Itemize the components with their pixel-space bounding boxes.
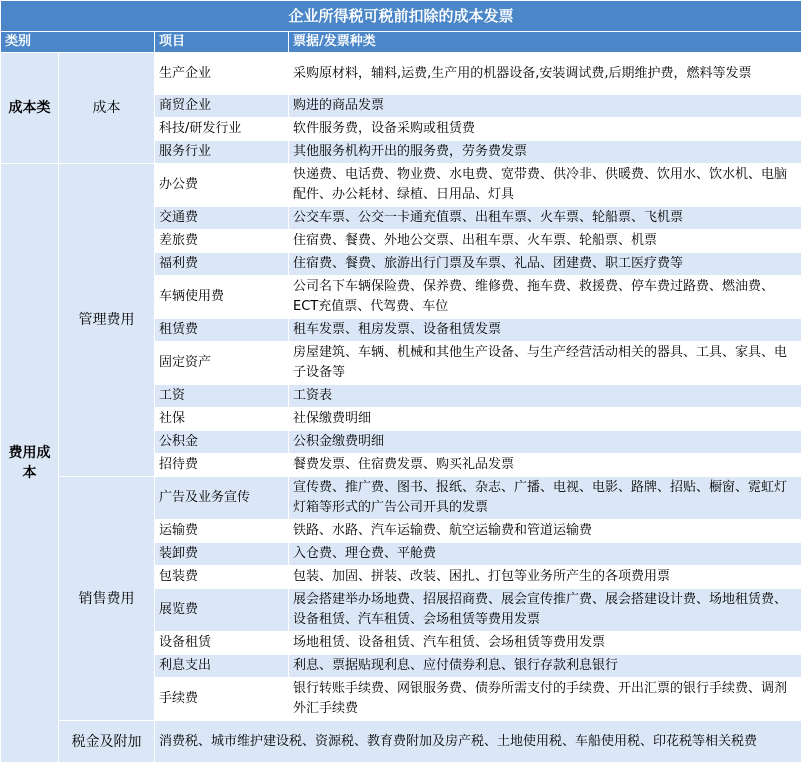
invoice-detail-cell: 软件服务费，设备采购或租赁费 <box>289 118 801 141</box>
invoice-detail-cell: 入仓费、理仓费、平舱费 <box>289 543 801 566</box>
invoice-detail-cell: 场地租赁、设备租赁、汽车租赁、会场租赁等费用发票 <box>289 632 801 655</box>
table-row <box>1 53 801 95</box>
item-cell: 运输费 <box>155 520 289 543</box>
invoice-detail-cell: 住宿费、餐费、外地公交票、出租车票、火车票、轮船票、机票 <box>289 230 801 253</box>
invoice-detail-cell: 工资表 <box>289 385 801 408</box>
item-cell: 利息支出 <box>155 655 289 678</box>
item-cell: 工资 <box>155 385 289 408</box>
invoice-detail-cell: 其他服务机构开出的服务费，劳务费发票 <box>289 141 801 164</box>
subcategory-cell: 税金及附加 <box>59 721 155 763</box>
item-cell: 生产企业 <box>155 53 289 95</box>
invoice-detail-cell: 快递费、电话费、物业费、水电费、宽带费、供冷非、供暖费、饮用水、饮水机、电脑配件、办公耗材、绿植、日用品、灯具 <box>289 164 801 207</box>
invoice-detail-cell: 宣传费、推广费、图书、报纸、杂志、广播、电视、电影、路牌、招贴、橱窗、霓虹灯灯箱等形式的广告公司开具的发票 <box>289 477 801 520</box>
item-cell: 社保 <box>155 408 289 431</box>
item-cell: 招待费 <box>155 454 289 477</box>
category-cell: 费用成本 <box>1 164 59 763</box>
item-cell: 设备租赁 <box>155 632 289 655</box>
invoice-detail-cell: 公交车票、公交一卡通充值票、出租车票、火车票、轮船票、飞机票 <box>289 207 801 230</box>
item-cell: 交通费 <box>155 207 289 230</box>
invoice-detail-cell: 包装、加固、拼装、改装、困扎、打包等业务所产生的各项费用票 <box>289 566 801 589</box>
item-cell: 福利费 <box>155 253 289 276</box>
invoice-detail-cell: 餐费发票、住宿费发票、购买礼品发票 <box>289 454 801 477</box>
subcategory-cell: 销售费用 <box>59 477 155 721</box>
item-cell: 科技/研发行业 <box>155 118 289 141</box>
invoice-detail-cell: 公积金缴费明细 <box>289 431 801 454</box>
item-cell: 固定资产 <box>155 342 289 385</box>
subcategory-cell: 成本 <box>59 53 155 164</box>
invoice-detail-cell: 房屋建筑、车辆、机械和其他生产设备、与生产经营活动相关的器具、工具、家具、电子设备等 <box>289 342 801 385</box>
table-row <box>1 721 801 763</box>
subcategory-cell: 管理费用 <box>59 164 155 477</box>
header-item: 项目 <box>155 32 289 53</box>
table-row <box>1 164 801 207</box>
item-cell: 手续费 <box>155 678 289 721</box>
item-cell: 包装费 <box>155 566 289 589</box>
invoice-detail-cell: 采购原材料，辅料,运费,生产用的机器设备,安装调试费,后期维护费，燃料等发票 <box>289 53 801 95</box>
item-cell: 车辆使用费 <box>155 276 289 319</box>
invoice-detail-cell: 租车发票、租房发票、设备租赁发票 <box>289 319 801 342</box>
invoice-detail-cell: 公司名下车辆保险费、保养费、维修费、拖车费、救援费、停车费过路费、燃油费、ECT充值票、代驾费、车位 <box>289 276 801 319</box>
item-cell: 装卸费 <box>155 543 289 566</box>
invoice-detail-cell: 消费税、城市维护建设税、资源税、教育费附加及房产税、土地使用税、车船使用税、印花税等相关税费 <box>155 721 801 763</box>
table-title: 企业所得税可税前扣除的成本发票 <box>1 1 801 32</box>
invoice-detail-cell: 住宿费、餐费、旅游出行门票及车票、礼品、团建费、职工医疗费等 <box>289 253 801 276</box>
category-cell: 成本类 <box>1 53 59 164</box>
header-category: 类别 <box>1 32 155 53</box>
item-cell: 公积金 <box>155 431 289 454</box>
item-cell: 商贸企业 <box>155 95 289 118</box>
invoice-detail-cell: 展会搭建举办场地费、招展招商费、展会宣传推广费、展会搭建设计费、场地租赁费、设备租赁、汽车租赁、会场租赁等费用发票 <box>289 589 801 632</box>
table-row <box>1 477 801 520</box>
item-cell: 办公费 <box>155 164 289 207</box>
header-invoice-type: 票据/发票种类 <box>289 32 801 53</box>
item-cell: 租赁费 <box>155 319 289 342</box>
item-cell: 服务行业 <box>155 141 289 164</box>
invoice-detail-cell: 铁路、水路、汽车运输费、航空运输费和管道运输费 <box>289 520 801 543</box>
table-body <box>1 53 801 763</box>
invoice-detail-cell: 社保缴费明细 <box>289 408 801 431</box>
item-cell: 广告及业务宣传 <box>155 477 289 520</box>
invoice-detail-cell: 银行转账手续费、网银服务费、债券所需支付的手续费、开出汇票的银行手续费、调剂外汇手续费 <box>289 678 801 721</box>
invoice-detail-cell: 购进的商品发票 <box>289 95 801 118</box>
item-cell: 展览费 <box>155 589 289 632</box>
item-cell: 差旅费 <box>155 230 289 253</box>
invoice-detail-cell: 利息、票据贴现利息、应付债券利息、银行存款利息银行 <box>289 655 801 678</box>
